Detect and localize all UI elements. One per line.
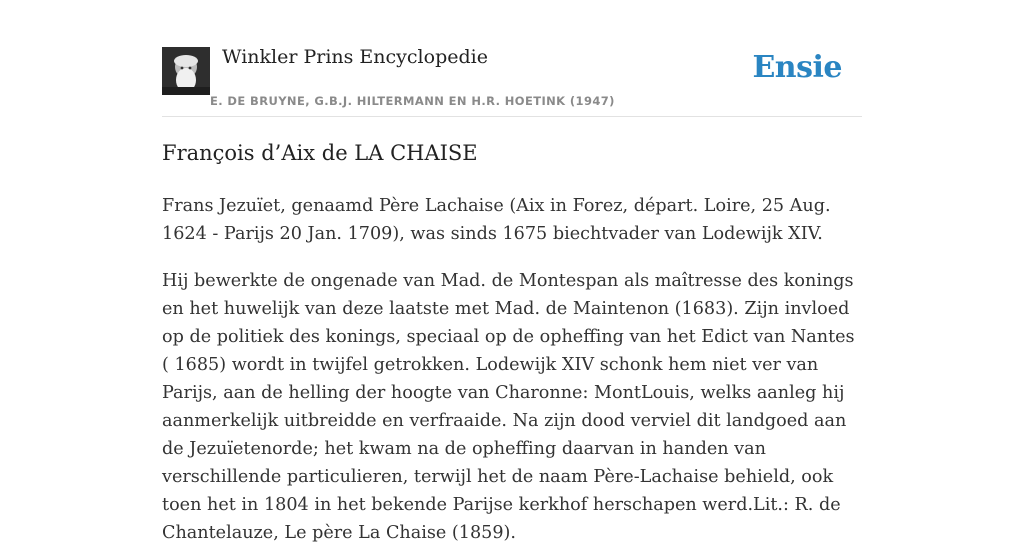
ensie-logo[interactable]: Ensie xyxy=(752,50,842,85)
article-title: François d’Aix de LA CHAISE xyxy=(162,141,478,165)
site-title[interactable]: Winkler Prins Encyclopedie xyxy=(222,46,488,68)
author-portrait-icon[interactable] xyxy=(162,47,210,95)
article-paragraph: Frans Jezuïet, genaamd Père Lachaise (Aix in Forez, départ. Loire, 25 Aug. 1624 - Parijs 20 Jan. 1709), was sinds 1675 biechtvader van Lodewijk XIV. xyxy=(162,196,831,244)
page-container xyxy=(162,0,862,543)
site-header xyxy=(162,0,862,117)
article-paragraph: Hij bewerkte de ongenade van Mad. de Montespan als maîtresse des konings en het huwelijk van deze laatste met Mad. de Maintenon (1683). Zijn invloed op de politiek des konings, speciaal op de opheffing van het Edict van Nantes ( 1685) wordt in twijfel getrokken. Lodewijk XIV schonk hem niet ver van Parijs, aan de helling der hoogte van Charonne: MontLouis, welks aanleg hij aanmerkelijk uitbreidde en verfraaide. Na zijn dood verviel dit landgoed aan de Jezuïetenorde; het kwam na de opheffing daarvan in handen van verschillende particulieren, terwijl het de naam Père-Lachaise behield, ook toen het in 1804 in het bekende Parijse kerkhof herschapen werd.Lit.: R. de Chantelauze, Le père La Chaise (1859). xyxy=(162,271,855,543)
authors-byline: E. DE BRUYNE, G.B.J. HILTERMANN EN H.R. HOETINK (1947) xyxy=(210,94,615,108)
